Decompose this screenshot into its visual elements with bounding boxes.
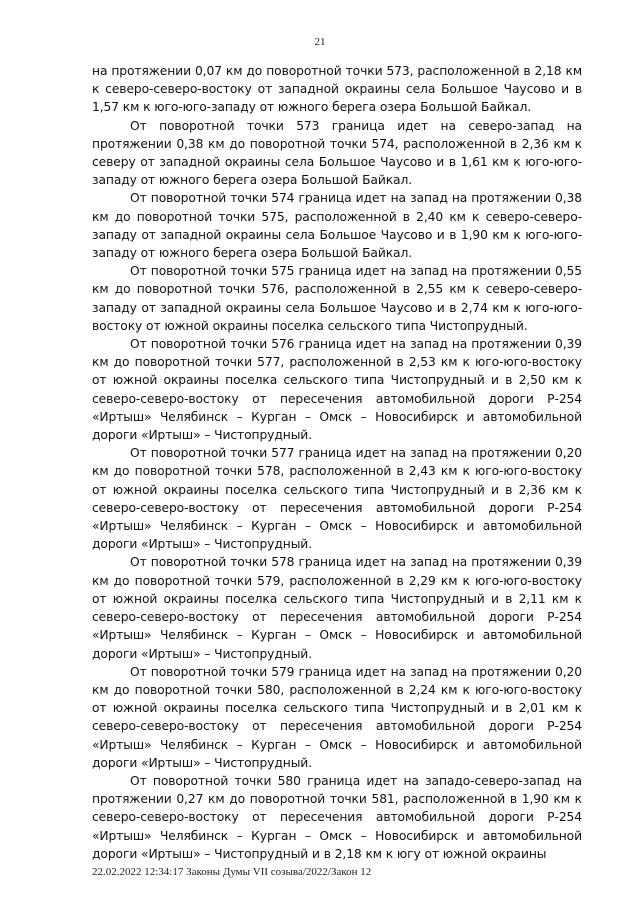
paragraph-point-577: От поворотной точки 577 граница идет на запад на протяжении 0,20 км до поворотной точки 578, расположенной в 2,43 км к юго-юго-востоку от южной окраины поселка сельского типа Чистопрудный и в 2,36 км к северо-северо-востоку от пересечения автомобильной дороги Р-254 «Иртыш» Челябинск – Курган – Омск – Новосибирск и автомобильной дороги «Иртыш» – Чистопрудный. — [92, 446, 582, 552]
paragraph-point-573: От поворотной точки 573 граница идет на северо-запад на протяжении 0,38 км до поворотной точки 574, расположенной в 2,36 км к северу от западной окраины села Большое Чаусово и в 1,61 км к юго-юго-западу от южного берега озера Большой Байкал. — [92, 118, 582, 188]
paragraph-point-575: От поворотной точки 575 граница идет на запад на протяжении 0,55 км до поворотной точки 576, расположенной в 2,55 км к северо-северо-западу от западной окраины села Большое Чаусово и в 2,74 км к юго-юго-востоку от южной окраины поселка сельского типа Чистопрудный. — [92, 264, 582, 333]
document-body — [92, 62, 582, 863]
page-number: 21 — [314, 36, 326, 48]
paragraph-point-579: От поворотной точки 579 граница идет на запад на протяжении 0,20 км до поворотной точки 580, расположенной в 2,24 км к юго-юго-востоку от южной окраины поселка сельского типа Чистопрудный и в 2,01 км к северо-северо-востоку от пересечения автомобильной дороги Р-254 «Иртыш» Челябинск – Курган – Омск – Новосибирск и автомобильной дороги «Иртыш» – Чистопрудный. — [92, 664, 582, 770]
paragraph-point-574: От поворотной точки 574 граница идет на запад на протяжении 0,38 км до поворотной точки 575, расположенной в 2,40 км к северо-северо-западу от западной окраины села Большое Чаусово и в 1,90 км к юго-юго-западу от южного берега озера Большой Байкал. — [92, 191, 582, 261]
paragraph-continuation: на протяжении 0,07 км до поворотной точки 573, расположенной в 2,18 км к северо-северо-востоку от западной окраины села Большое Чаусово и в 1,57 км к юго-юго-западу от южного берега озера Большой Байкал. — [92, 64, 582, 115]
paragraph-point-580: От поворотной точки 580 граница идет на западо-северо-запад на протяжении 0,27 км до поворотной точки 581, расположенной в 1,90 км к северо-северо-востоку от пересечения автомобильной дороги Р-254 «Иртыш» Челябинск – Курган – Омск – Новосибирск и автомобильной дороги «Иртыш» – Чистопрудный и в 2,18 км к югу от южной окраины — [92, 773, 582, 861]
paragraph-point-578: От поворотной точки 578 граница идет на запад на протяжении 0,39 км до поворотной точки 579, расположенной в 2,29 км к юго-юго-востоку от южной окраины поселка сельского типа Чистопрудный и в 2,11 км к северо-северо-востоку от пересечения автомобильной дороги Р-254 «Иртыш» Челябинск – Курган – Омск – Новосибирск и автомобильной дороги «Иртыш» – Чистопрудный. — [92, 555, 582, 661]
paragraph-point-576: От поворотной точки 576 граница идет на запад на протяжении 0,39 км до поворотной точки 577, расположенной в 2,53 км к юго-юго-востоку от южной окраины поселка сельского типа Чистопрудный и в 2,50 км к северо-северо-востоку от пересечения автомобильной дороги Р-254 «Иртыш» Челябинск – Курган – Омск – Новосибирск и автомобильной дороги «Иртыш» – Чистопрудный. — [92, 337, 582, 443]
document-footer: 22.02.2022 12:34:17 Законы Думы VII созыва/2022/Закон 12 — [92, 866, 372, 878]
